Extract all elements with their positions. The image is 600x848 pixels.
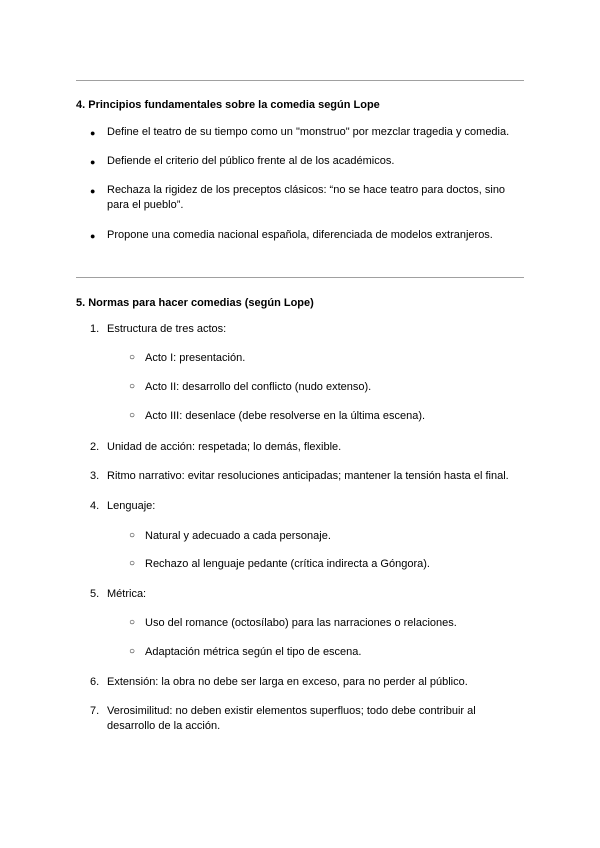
bullet-marker: ●: [90, 231, 96, 241]
list-item: Extensión: la obra no debe ser larga en exceso, para no perder al público.: [107, 676, 468, 688]
list-number: 4.: [90, 500, 100, 512]
bullet-text: Propone una comedia nacional española, diferenciada de modelos extranjeros.: [107, 229, 493, 241]
sub-bullet-marker: ○: [129, 617, 136, 628]
sub-bullet-marker: ○: [129, 381, 136, 392]
bullet-text: Defiende el criterio del público frente al de los académicos.: [107, 155, 395, 167]
bullet-text-continued: para el pueblo”.: [107, 199, 184, 211]
sub-list-item: Uso del romance (octosílabo) para las narraciones o relaciones.: [145, 617, 457, 629]
bullet-marker: ●: [90, 128, 96, 138]
list-number: 6.: [90, 676, 100, 688]
sub-list-item: Natural y adecuado a cada personaje.: [145, 530, 331, 542]
list-number: 7.: [90, 705, 100, 717]
list-item: Ritmo narrativo: evitar resoluciones anticipadas; mantener la tensión hasta el final.: [107, 470, 509, 482]
sub-list-item: Adaptación métrica según el tipo de escena.: [145, 646, 362, 658]
list-number: 2.: [90, 441, 100, 453]
sub-bullet-marker: ○: [129, 352, 136, 363]
bullet-text: Rechaza la rigidez de los preceptos clásicos: “no se hace teatro para doctos, sino: [107, 184, 506, 196]
list-item: Unidad de acción: respetada; lo demás, flexible.: [107, 441, 342, 453]
section-divider: [76, 277, 524, 278]
list-item: Métrica:: [107, 588, 147, 600]
list-number: 1.: [90, 323, 100, 335]
sub-bullet-marker: ○: [129, 646, 136, 657]
sub-list-item: Acto III: desenlace (debe resolverse en la última escena).: [145, 410, 426, 422]
list-number: 5.: [90, 588, 100, 600]
list-item: Verosimilitud: no deben existir elementos superfluos; todo debe contribuir al: [107, 705, 476, 717]
sub-bullet-marker: ○: [129, 530, 136, 541]
sub-bullet-marker: ○: [129, 410, 136, 421]
top-divider: [76, 80, 524, 81]
bullet-text: Define el teatro de su tiempo como un "monstruo" por mezclar tragedia y comedia.: [107, 126, 510, 138]
section-4-title: 4. Principios fundamentales sobre la comedia según Lope: [76, 99, 380, 111]
section-5-title: 5. Normas para hacer comedias (según Lope): [76, 297, 314, 309]
sub-bullet-marker: ○: [129, 558, 136, 569]
list-item: Lenguaje:: [107, 500, 156, 512]
sub-list-item: Acto I: presentación.: [145, 352, 246, 364]
sub-list-item: Rechazo al lenguaje pedante (crítica indirecta a Góngora).: [145, 558, 430, 570]
list-item: Estructura de tres actos:: [107, 323, 227, 335]
list-number: 3.: [90, 470, 100, 482]
bullet-marker: ●: [90, 186, 96, 196]
list-item-continued: desarrollo de la acción.: [107, 720, 221, 732]
sub-list-item: Acto II: desarrollo del conflicto (nudo extenso).: [145, 381, 372, 393]
bullet-marker: ●: [90, 157, 96, 167]
